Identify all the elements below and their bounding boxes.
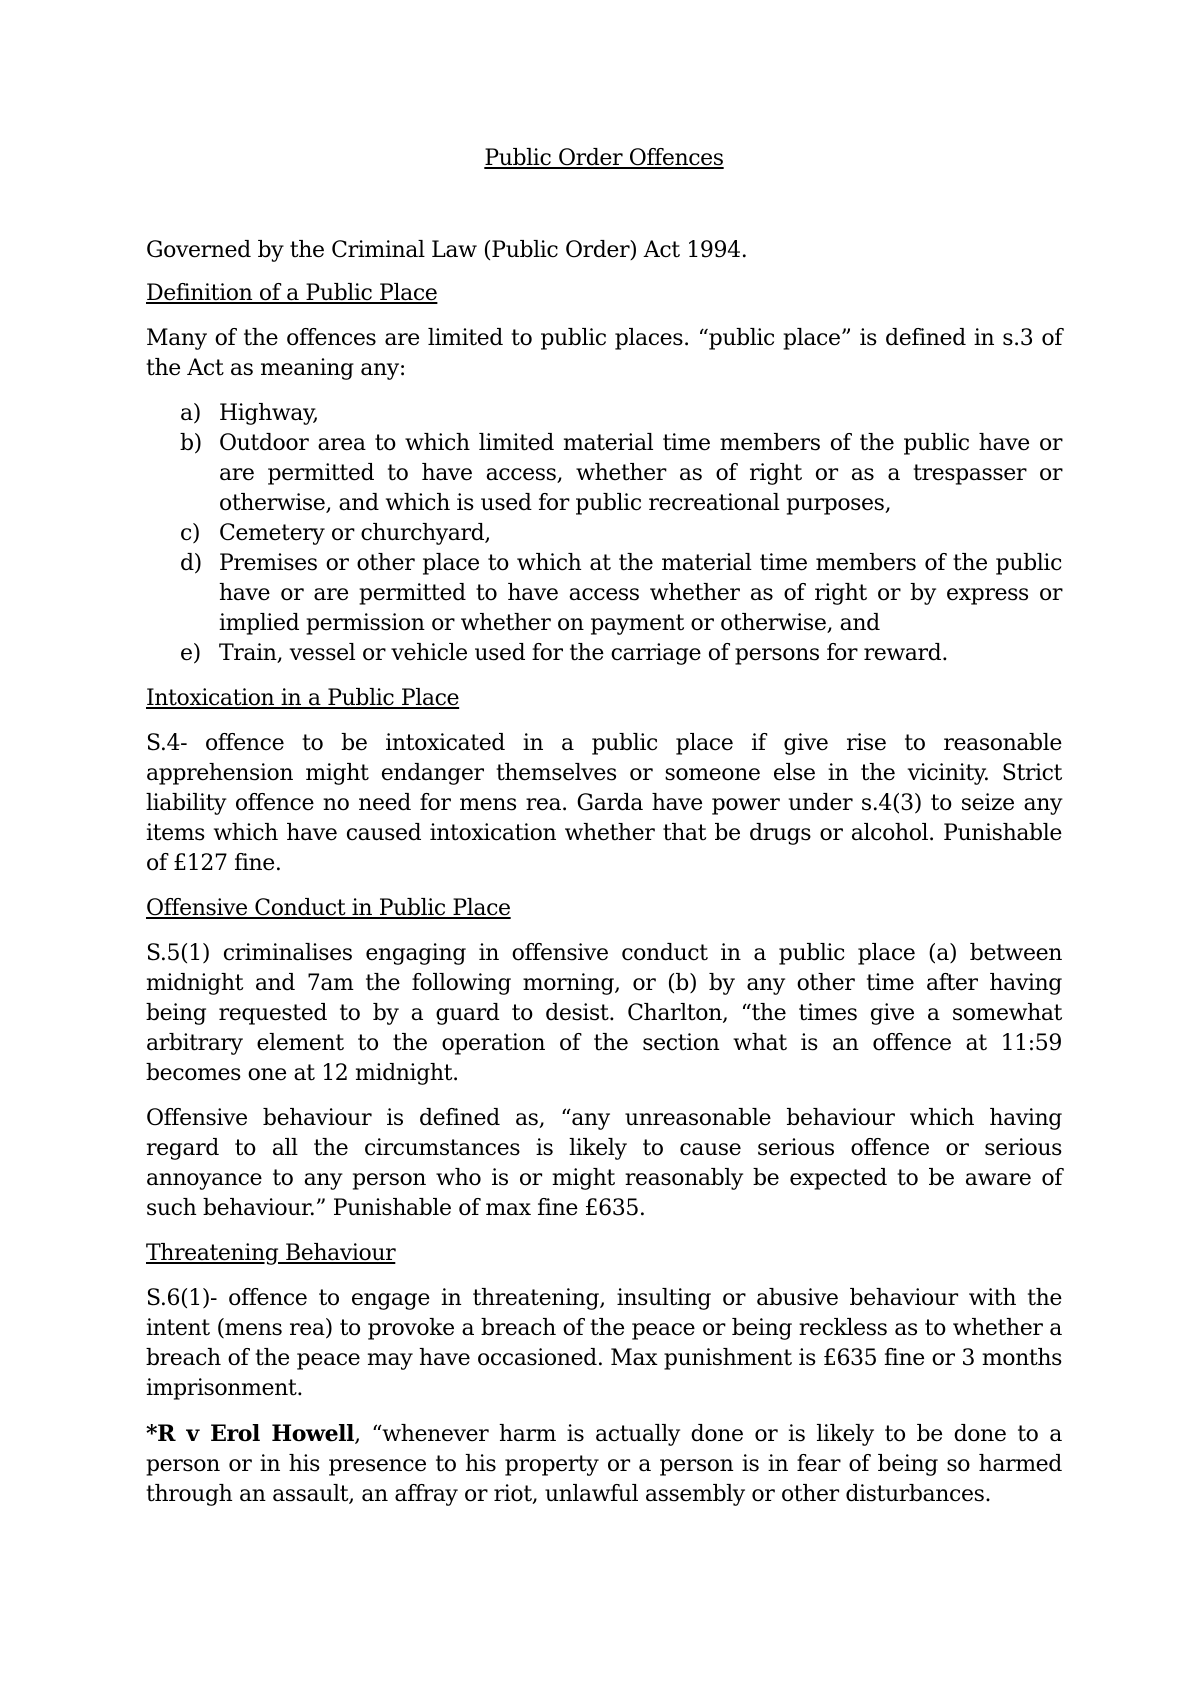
list-item-text: Cemetery or churchyard, — [219, 521, 491, 546]
list-item — [146, 399, 1062, 429]
section-heading-offensive-conduct: Offensive Conduct in Public Place — [146, 896, 511, 921]
section-heading-intoxication: Intoxication in a Public Place — [146, 686, 460, 711]
list-item-text: Outdoor area to which limited material time members of the public have or are permitted to have access, whether as of right or as a trespasser or otherwise, and which is used for public recreational purposes, — [219, 431, 1062, 516]
offensive-behaviour-paragraph: Offensive behaviour is defined as, “any unreasonable behaviour which having regard to all the circumstances is likely to cause serious offence or serious annoyance to any person who is or might reasonably be expected to be aware of such behaviour.” Punishable of max fine £635. — [146, 1106, 1062, 1221]
case-name: *R v Erol Howell — [146, 1421, 355, 1447]
threatening-paragraph: S.6(1)- offence to engage in threatening, insulting or abusive behaviour with the intent (mens rea) to provoke a breach of the peace or being reckless as to whether a breach of the peace may have occasioned. Max punishment is £635 fine or 3 months imprisonment. — [146, 1286, 1062, 1401]
offensive-conduct-paragraph: S.5(1) criminalises engaging in offensive conduct in a public place (a) between midnight and 7am the following morning, or (b) by any other time after having being requested to by a guard to desist. Charlton, “the times give a somewhat arbitrary element to the operation of the section what is an offence at 11:59 becomes one at 12 midnight. — [146, 941, 1062, 1086]
list-marker: c) — [180, 521, 201, 546]
list-item-text: Premises or other place to which at the material time members of the public have or are permitted to have access whether as of right or by express or implied permission or whether on payment or otherwise, and — [219, 551, 1062, 636]
list-marker: a) — [180, 401, 201, 426]
section-heading-threatening: Threatening Behaviour — [146, 1241, 396, 1266]
list-item-text: Highway, — [219, 401, 319, 426]
list-item — [146, 429, 1062, 519]
public-place-list — [146, 399, 1062, 669]
case-paragraph — [146, 1419, 1062, 1510]
list-marker: e) — [180, 641, 201, 666]
case-quote: , “whenever harm is actually done or is likely to be done to a person or in his presence to his property or a person is in fear of being so harmed through an assault, an affray or riot, unlawful assembly or other disturbances. — [146, 1422, 1062, 1507]
list-marker: d) — [180, 551, 202, 576]
list-item — [146, 639, 1062, 669]
public-place-paragraph: Many of the offences are limited to public places. “public place” is defined in s.3 of the Act as meaning any: — [146, 326, 1062, 381]
intoxication-paragraph: S.4- offence to be intoxicated in a public place if give rise to reasonable apprehension might endanger themselves or someone else in the vicinity. Strict liability offence no need for mens rea. Garda have power under s.4(3) to seize any items which have caused intoxication whether that be drugs or alcohol. Punishable of £127 fine. — [146, 731, 1062, 876]
section-heading-public-place: Definition of a Public Place — [146, 281, 438, 306]
intro-paragraph: Governed by the Criminal Law (Public Order) Act 1994. — [146, 238, 748, 263]
list-item-text: Train, vessel or vehicle used for the carriage of persons for reward. — [219, 641, 948, 666]
list-item — [146, 549, 1062, 639]
list-marker: b) — [180, 431, 202, 456]
document-body — [146, 236, 1062, 1525]
list-item — [146, 519, 1062, 549]
document-title: Public Order Offences — [484, 146, 724, 171]
